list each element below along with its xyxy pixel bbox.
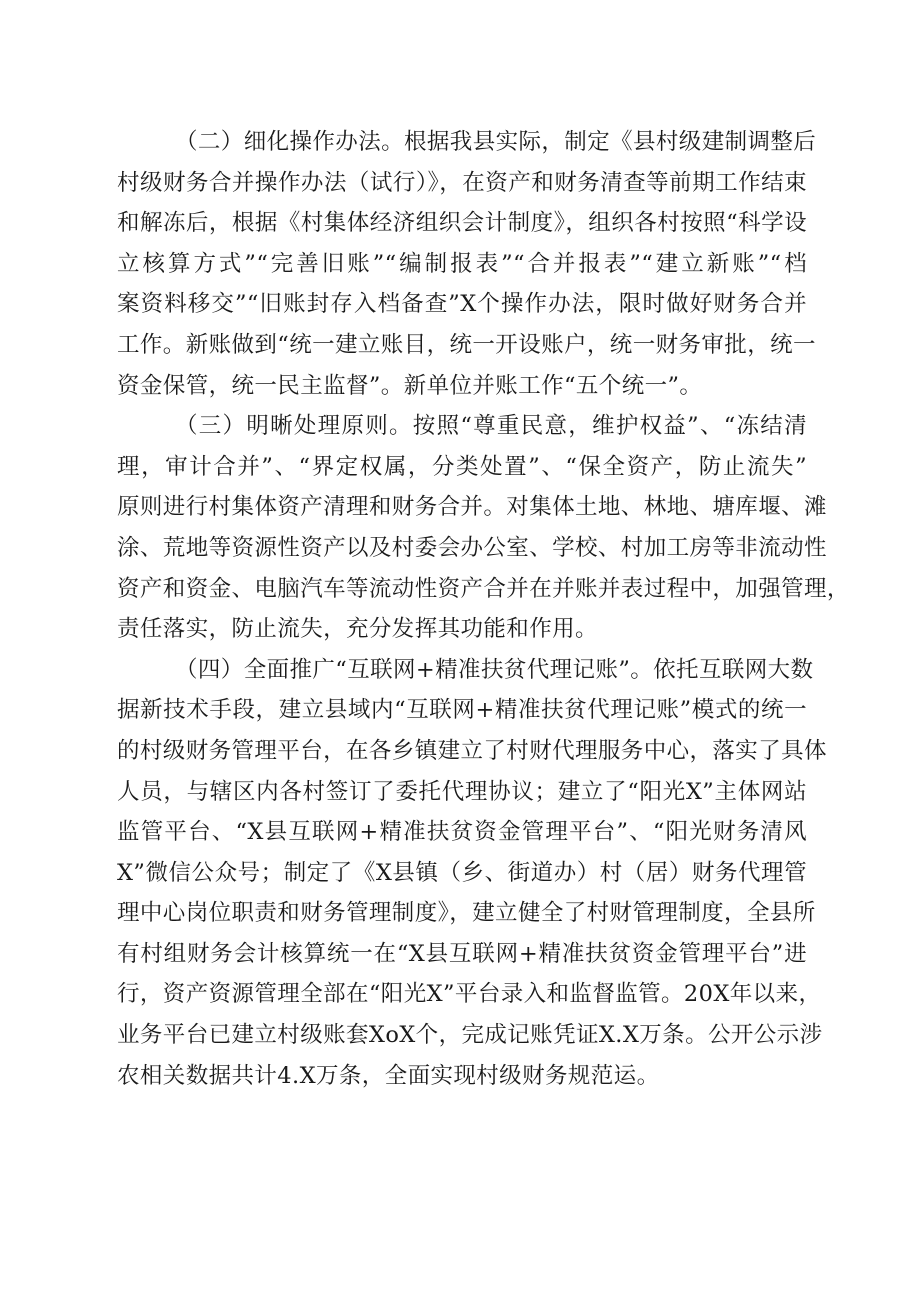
text-line: 案资料移交”“旧账封存入档备查”X个操作办法，限时做好财务合并	[117, 291, 807, 318]
text-line: 监管平台、“X县互联网+精准扶贫资金管理平台”、“阳光财务清风	[117, 819, 807, 846]
text-line: 有村组财务会计核算统一在“X县互联网+精准扶贫资金管理平台”进	[117, 940, 807, 967]
text-line: 业务平台已建立村级账套XoX个，完成记账凭证X.X万条。公开公示涉	[117, 1022, 823, 1049]
text-line: （二）细化操作办法。根据我县实际，制定《县村级建制调整后	[175, 129, 817, 155]
text-line: （三）明晰处理原则。按照“尊重民意，维护权益”、“冻结清	[175, 413, 807, 440]
paragraph-section-4	[117, 650, 827, 1097]
text-line: 农相关数据共计4.X万条，全面实现村级财务规范运。	[117, 1062, 660, 1089]
text-line: 资金保管，统一民主监督”。新单位并账工作“五个统一”。	[117, 372, 703, 399]
text-line: 理，审计合并”、“界定权属，分类处置”、“保全资产，防止流失”	[117, 453, 807, 480]
text-line: 涂、荒地等资源性资产以及村委会办公室、学校、村加工房等非流动性	[117, 534, 827, 561]
text-line: 和解冻后，根据《村集体经济组织会计制度》，组织各村按照“科学设	[117, 210, 807, 237]
paragraph-section-2	[117, 122, 817, 406]
text-line: 工作。新账做到“统一建立账目，统一开设账户，统一财务审批，统一	[117, 331, 816, 358]
text-line: 立核算方式”“完善旧账”“编制报表”“合并报表”“建立新账”“档	[117, 250, 807, 277]
text-line: 的村级财务管理平台，在各乡镇建立了村财代理服务中心，落实了具体	[117, 737, 827, 764]
text-line: X”微信公众号；制定了《X县镇（乡、街道办）村（居）财务代理管	[117, 859, 807, 886]
text-line: 人员，与辖区内各村签订了委托代理协议；建立了“阳光X”主体网站	[117, 778, 807, 805]
text-line: 资产和资金、电脑汽车等流动性资产合并在并账并表过程中，加强管理，	[117, 575, 850, 602]
document-body	[117, 122, 850, 1096]
text-line: 行，资产资源管理全部在“阳光X”平台录入和监督监管。20X年以来，	[117, 981, 822, 1008]
paragraph-section-3	[117, 406, 850, 650]
text-line: 原则进行村集体资产清理和财务合并。对集体土地、林地、塘库堰、滩	[117, 494, 827, 521]
text-line: 村级财务合并操作办法（试行）》，在资产和财务清查等前期工作结束	[117, 169, 807, 196]
text-line: 据新技术手段，建立县域内“互联网+精准扶贫代理记账”模式的统一	[117, 697, 807, 724]
text-line: （四）全面推广“互联网+精准扶贫代理记账”。依托互联网大数	[175, 656, 814, 683]
text-line: 责任落实，防止流失，充分发挥其功能和作用。	[117, 616, 598, 643]
text-line: 理中心岗位职责和财务管理制度》，建立健全了村财管理制度，全县所	[117, 900, 816, 927]
